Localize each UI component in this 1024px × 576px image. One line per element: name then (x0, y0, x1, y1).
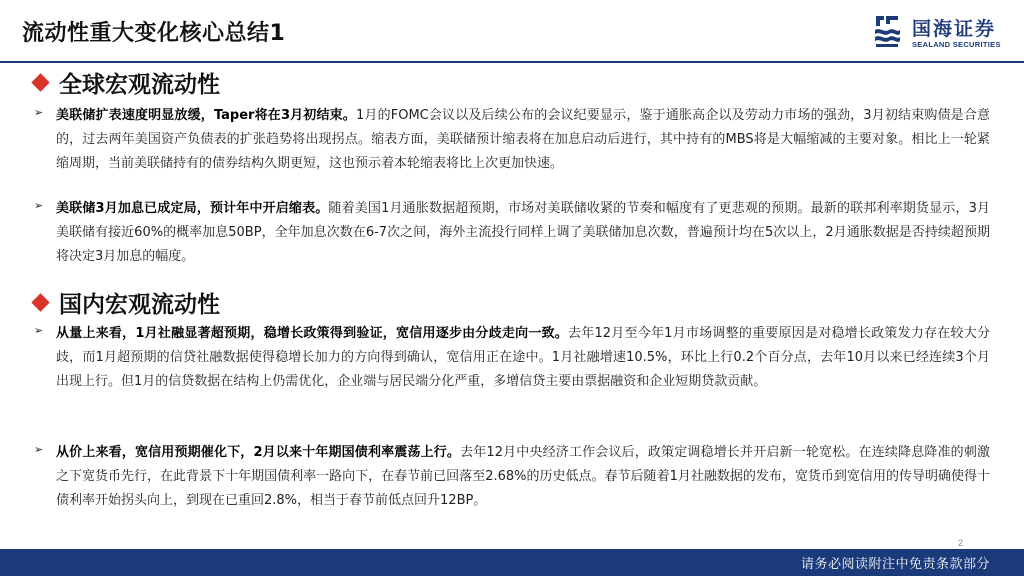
bullet-lead: 美联储3月加息已成定局，预计年中开启缩表。 (56, 201, 329, 216)
bullet-body: 随着美国1月通胀数据超预期，市场对美联储收紧的节奏和幅度有了更悲观的预期。最新的联邦利率期货显示，3月美联储有接近60%的概率加息50BP，全年加息次数在6-7次之间，海外主流投行同样上调了美联储加息次数，普遍预计均在5次以上，2月通胀数据是否持续超预期将决定3月加息的幅度。 (56, 201, 990, 264)
bullet-paragraph (56, 322, 990, 394)
header-divider (0, 61, 1024, 63)
bullet-lead: 美联储扩表速度明显放缓，Taper将在3月初结束。 (56, 108, 356, 123)
footer-bar (0, 549, 1024, 576)
section-heading-global (34, 66, 220, 98)
red-diamond-icon (31, 73, 49, 91)
bullet-paragraph (56, 104, 990, 176)
bullet-body: 1月的FOMC会议以及后续公布的会议纪要显示，鉴于通胀高企以及劳动力市场的强劲，3月初结束购债是合意的，过去两年美国资产负债表的扩张趋势将出现拐点。缩表方面，美联储预计缩表将在加息启动后进行，其中持有的MBS将是大幅缩减的主要对象。相比上一轮紧缩周期，当前美联储持有的债券结构久期更短，这也预示着本轮缩表将比上次更加快速。 (56, 108, 991, 171)
bullet-paragraph (56, 197, 990, 269)
logo-english-name: SEALAND SECURITIES (912, 40, 1001, 49)
sealand-logo-icon (872, 14, 902, 48)
section-title: 国内宏观流动性 (59, 291, 220, 318)
bullet-paragraph (56, 441, 990, 513)
bullet-lead: 从价上来看，宽信用预期催化下，2月以来十年期国债利率震荡上行。 (56, 445, 461, 460)
section-title: 全球宏观流动性 (59, 71, 220, 98)
disclaimer-text: 请务必阅读附注中免责条款部分 (800, 557, 990, 572)
slide-header (0, 0, 1024, 64)
logo-chinese-name: 国海证券 (912, 18, 997, 40)
bullet-body: 去年12月中央经济工作会议后，政策定调稳增长并开启新一轮宽松。在连续降息降准的刺激之下宽货币先行，在此背景下十年期国债利率一路向下，在春节前已回落至2.68%的历史低点。春节后随着1月社融数据的发布，宽货币到宽信用的传导明确使得十债利率开始拐头向上，到现在已重回2.8%，相当于春节前低点回升12BP。 (56, 445, 991, 508)
bullet-body: 去年12月至今年1月市场调整的重要原因是对稳增长政策发力存在较大分歧，而1月超预期的信贷社融数据使得稳增长加力的方向得到确认，宽信用正在途中。1月社融增速10.5%，环比上行0.2个百分点，去年10月以来已经连续3个月出现上行。但1月的信贷数据在结构上仍需优化，企业端与居民端分化严重，多增信贷主要由票据融资和企业短期贷款贡献。 (56, 326, 990, 389)
arrow-bullet-icon: ➢ (34, 324, 44, 337)
company-logo (872, 14, 1018, 54)
red-diamond-icon (31, 293, 49, 311)
arrow-bullet-icon: ➢ (34, 106, 44, 119)
bullet-lead: 从量上来看，1月社融显著超预期，稳增长政策得到验证，宽信用逐步由分歧走向一致。 (56, 326, 569, 341)
arrow-bullet-icon: ➢ (34, 199, 44, 212)
page-number: 2 (958, 538, 964, 548)
page-title: 流动性重大变化核心总结1 (22, 21, 286, 46)
section-heading-domestic (34, 286, 220, 318)
arrow-bullet-icon: ➢ (34, 443, 44, 456)
